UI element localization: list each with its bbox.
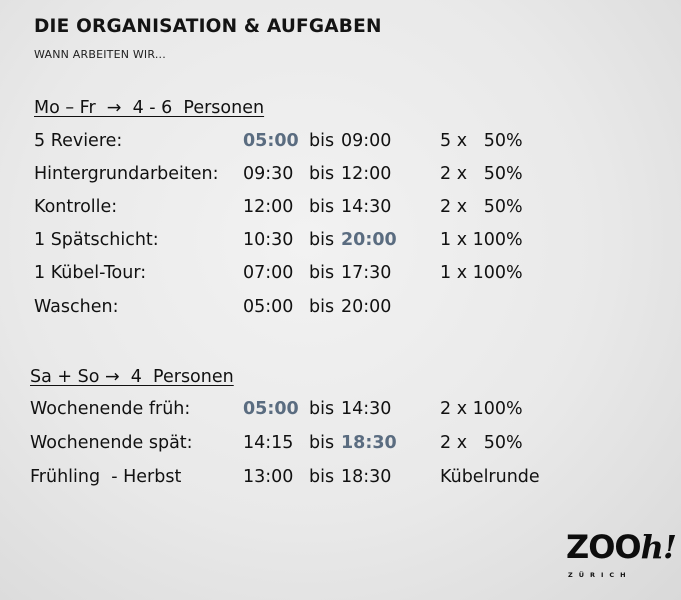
end-time: 14:30 bbox=[341, 197, 392, 217]
bis-label: bis bbox=[309, 263, 335, 283]
bis-label: bis bbox=[309, 433, 335, 453]
schedule-row bbox=[0, 263, 681, 293]
end-time: 20:00 bbox=[341, 297, 392, 317]
end-time: 12:00 bbox=[341, 164, 392, 184]
start-time: 07:00 bbox=[243, 263, 294, 283]
staffing: 2 x 100% bbox=[440, 399, 523, 419]
staffing: 1 x 100% bbox=[440, 230, 523, 250]
schedule-row bbox=[0, 433, 681, 463]
page-subtitle: WANN ARBEITEN WIR... bbox=[34, 48, 166, 61]
schedule-row bbox=[0, 131, 681, 161]
task-label: Hintergrundarbeiten: bbox=[34, 164, 219, 184]
task-label: Wochenende früh: bbox=[30, 399, 191, 419]
start-time: 05:00 bbox=[243, 131, 299, 151]
staffing: 2 x 50% bbox=[440, 164, 523, 184]
start-time: 12:00 bbox=[243, 197, 294, 217]
start-time: 14:15 bbox=[243, 433, 294, 453]
task-label: Kontrolle: bbox=[34, 197, 118, 217]
end-time: 20:00 bbox=[341, 230, 397, 250]
end-time: 17:30 bbox=[341, 263, 392, 283]
start-time: 05:00 bbox=[243, 399, 299, 419]
bis-label: bis bbox=[309, 399, 335, 419]
end-time: 09:00 bbox=[341, 131, 392, 151]
schedule-row bbox=[0, 164, 681, 194]
task-label: 1 Spätschicht: bbox=[34, 230, 159, 250]
schedule-row bbox=[0, 399, 681, 429]
schedule-row bbox=[0, 467, 681, 497]
bis-label: bis bbox=[309, 297, 335, 317]
weekday-heading: Mo – Fr → 4 - 6 Personen bbox=[34, 98, 265, 118]
staffing: 2 x 50% bbox=[440, 197, 523, 217]
logo-city: ZÜRICH bbox=[568, 571, 632, 579]
start-time: 05:00 bbox=[243, 297, 294, 317]
staffing: 5 x 50% bbox=[440, 131, 523, 151]
page-title: DIE ORGANISATION & AUFGABEN bbox=[34, 16, 382, 37]
bis-label: bis bbox=[309, 467, 335, 487]
end-time: 14:30 bbox=[341, 399, 392, 419]
start-time: 13:00 bbox=[243, 467, 294, 487]
schedule-row bbox=[0, 230, 681, 260]
task-label: Frühling - Herbst bbox=[30, 467, 182, 487]
zoo-zurich-logo bbox=[566, 528, 676, 590]
task-label: Wochenende spät: bbox=[30, 433, 193, 453]
staffing: 2 x 50% bbox=[440, 433, 523, 453]
end-time: 18:30 bbox=[341, 467, 392, 487]
logo-wordmark bbox=[566, 528, 676, 566]
logo-word: ZOO bbox=[566, 528, 641, 566]
logo-mark: h! bbox=[640, 528, 676, 566]
task-label: 1 Kübel-Tour: bbox=[34, 263, 147, 283]
start-time: 10:30 bbox=[243, 230, 294, 250]
weekend-heading: Sa + So → 4 Personen bbox=[30, 367, 234, 387]
schedule-row bbox=[0, 297, 681, 327]
schedule-row bbox=[0, 197, 681, 227]
bis-label: bis bbox=[309, 197, 335, 217]
end-time: 18:30 bbox=[341, 433, 397, 453]
start-time: 09:30 bbox=[243, 164, 294, 184]
task-label: 5 Reviere: bbox=[34, 131, 123, 151]
staffing: Kübelrunde bbox=[440, 467, 540, 487]
bis-label: bis bbox=[309, 131, 335, 151]
staffing: 1 x 100% bbox=[440, 263, 523, 283]
bis-label: bis bbox=[309, 230, 335, 250]
bis-label: bis bbox=[309, 164, 335, 184]
task-label: Waschen: bbox=[34, 297, 119, 317]
